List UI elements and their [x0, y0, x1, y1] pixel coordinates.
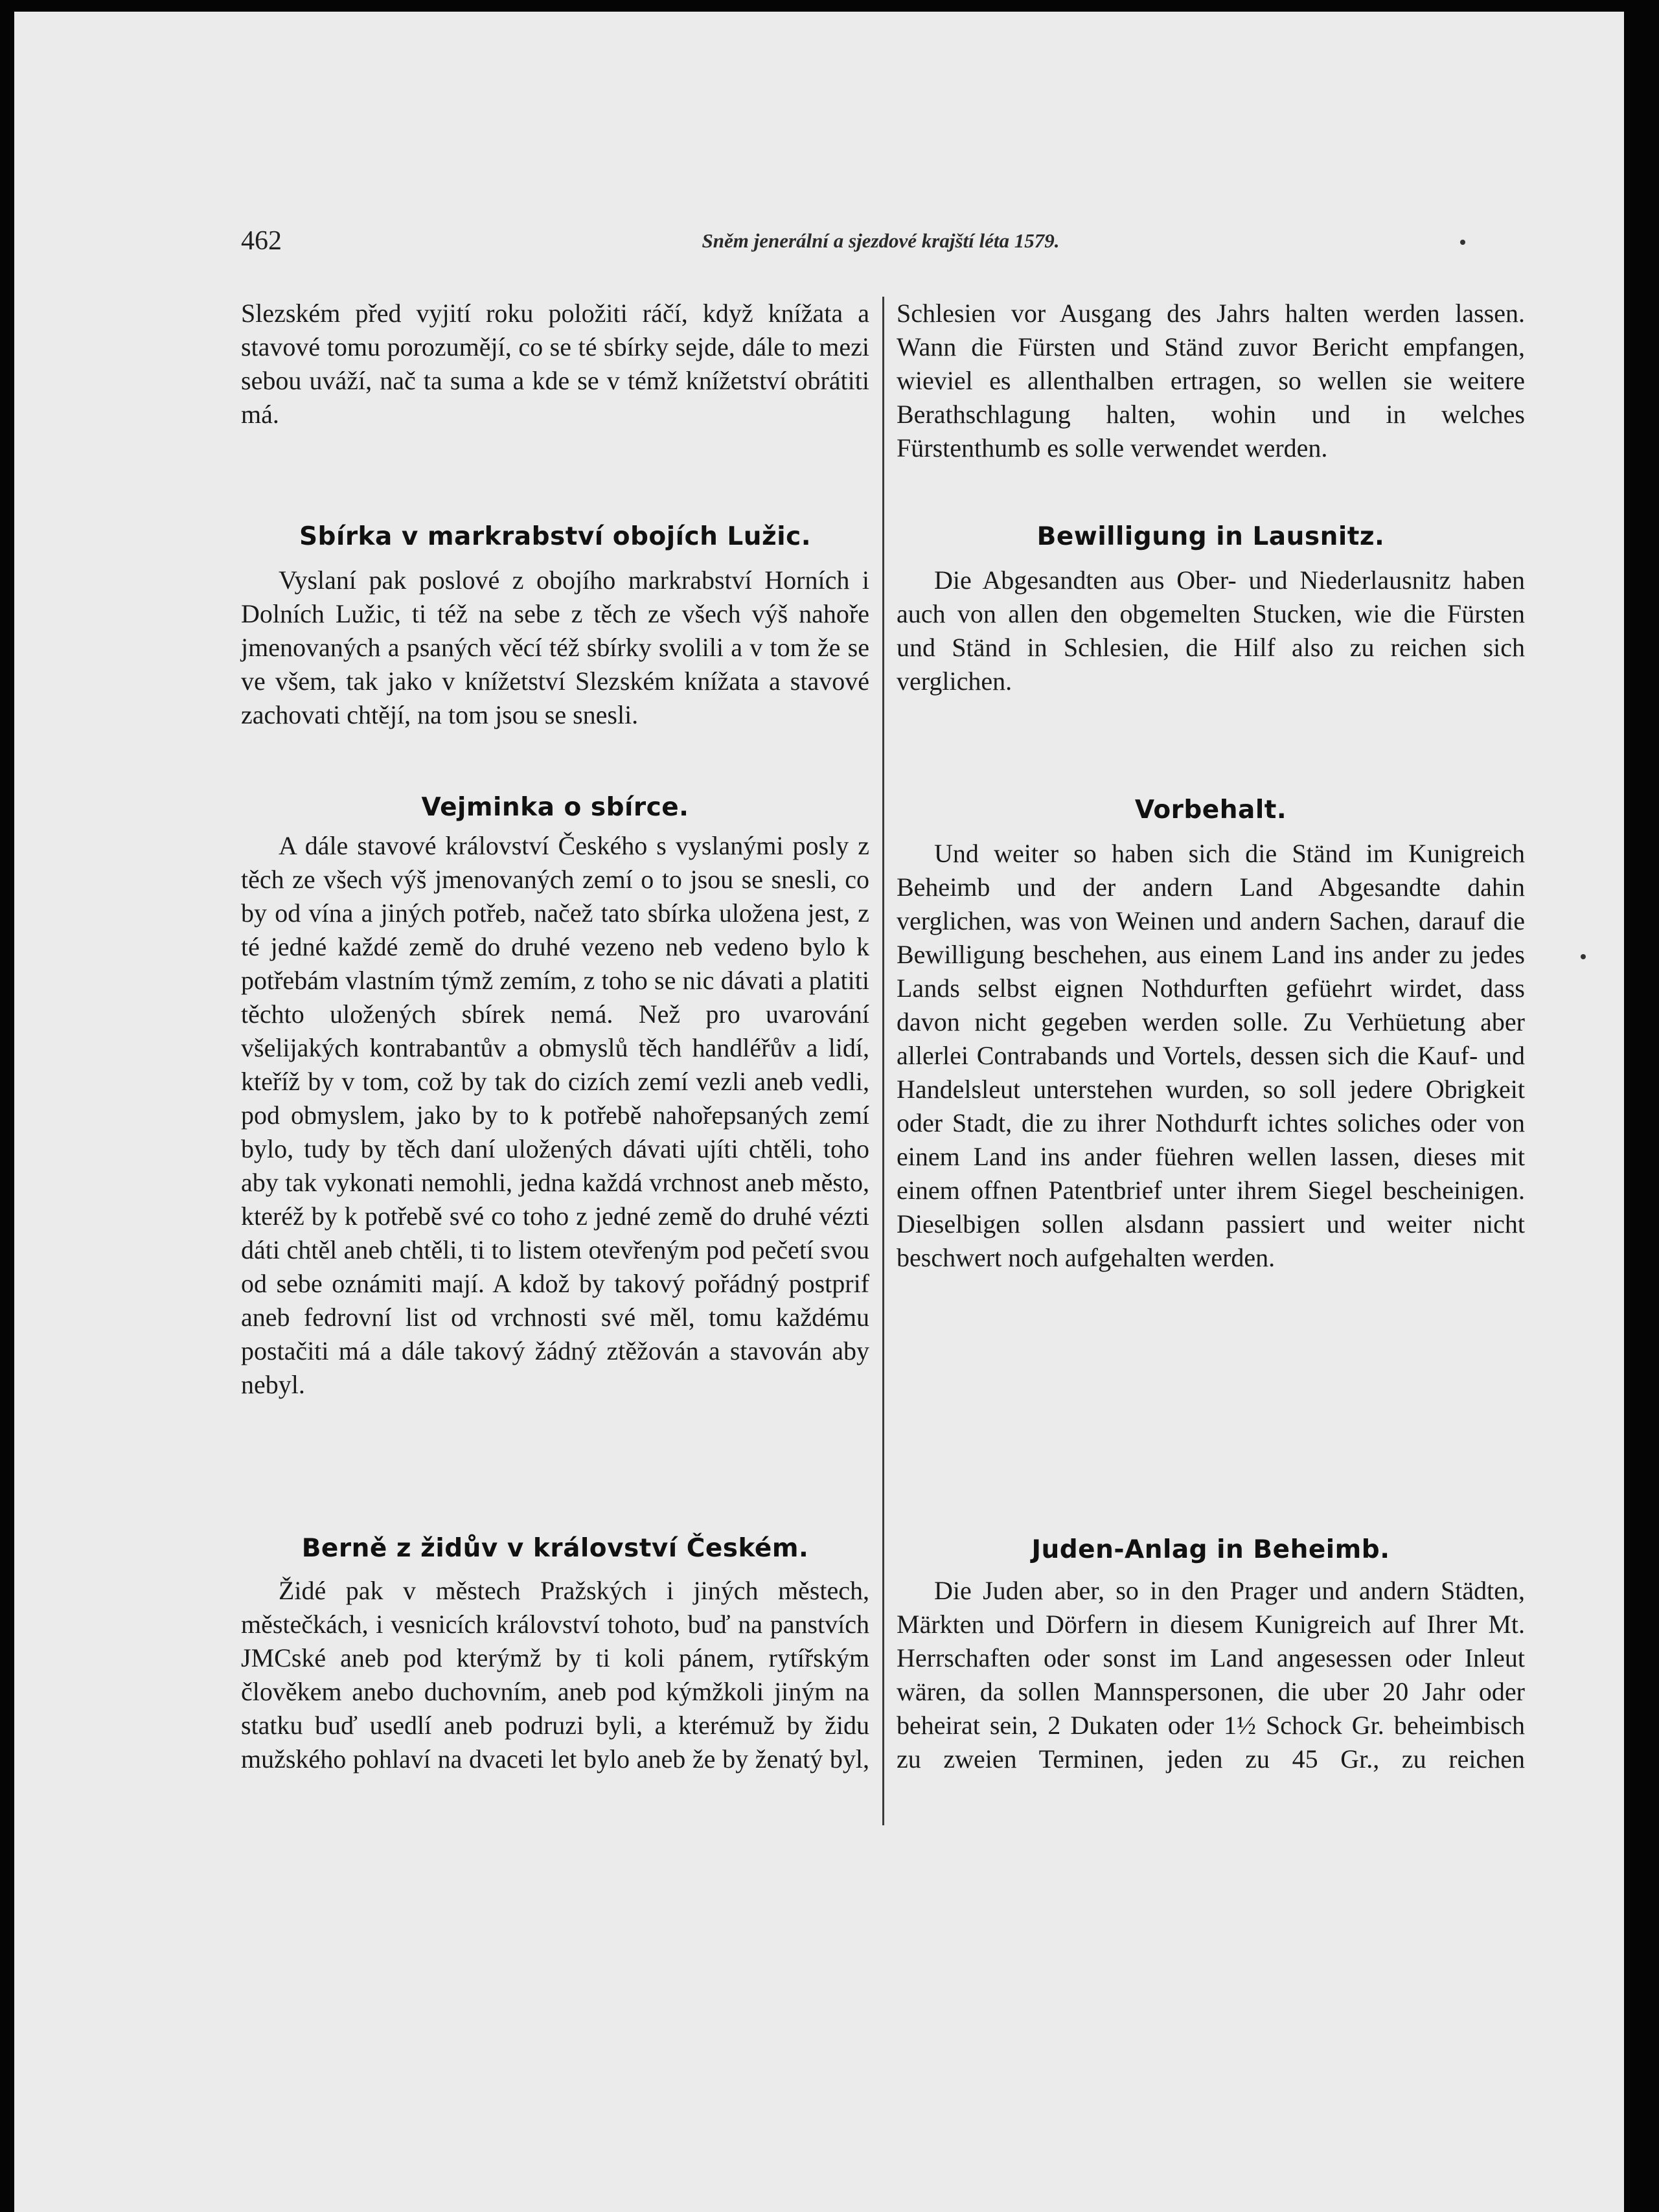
heading-exception-cz: Vejminka o sbírce. [421, 793, 689, 822]
czech-column [241, 297, 869, 1832]
heading-lusatia-cz: Sbírka v markrabství obojích Lužic. [299, 522, 812, 551]
paragraph-reservation-de: Und weiter so haben sich die Ständ im Kunigreich Beheimb und der andern Land Abgesandte dahin verglichen, was von Weinen und andern Sachen, darauf die Bewilligung beschehen, aus einem Land ins ander zu jedes Lands selbst eignen Nothdurften gefüehrt wirdet, dass davon nicht gegeben werden solle. Zu Verhüetung aber allerlei Contrabands und Vortels, dessen sich die Kauf- und Handelsleut unterstehen wurden, so soll jedere Obrigkeit oder Stadt, die zu ihrer Nothdurft ichtes soliches oder von einem Land ins ander füehren wellen lassen, dieses mit einem offnen Patentbrief unter ihrem Siegel bescheinigen. Dieselbigen sollen alsdann passiert und weiter nicht beschwert noch aufgehalten werden. [897, 839, 1525, 1272]
paragraph-lusatia-cz: Vyslaní pak poslové z obojího markrabství Horních i Dolních Lužic, ti též na sebe z těch ze všech výš nahoře jmenovaných a psaných věcí též sbírky svolili a v tom že se ve všem, tak jako v knížetství Slezském knížata a stavové zachovati chtějí, na tom jsou se snesli. [241, 565, 869, 729]
paragraph-lusatia-de: Die Abgesandten aus Ober- und Niederlausnitz haben auch von allen den obgemelten Stucken, wie die Fürsten und Ständ in Schlesien, die Hilf also zu reichen sich verglichen. [897, 565, 1525, 696]
heading-jews-de: Juden-Anlag in Beheimb. [1031, 1535, 1390, 1564]
heading-lusatia-de: Bewilligung in Lausnitz. [1036, 522, 1385, 551]
heading-jews-cz: Berně z židův v království Českém. [301, 1534, 809, 1563]
paragraph-intro-cz: Slezském před vyjití roku položiti ráčí, když knížata a stavové tomu porozumějí, co se té sbírky sejde, dále to mezi sebou uváží, nač ta suma a kde se v témž knížetství obrátiti má. [241, 299, 869, 429]
german-column [897, 297, 1525, 1832]
paragraph-jews-cz: Židé pak v městech Pražských i jiných městech, městečkách, i vesnicích království tohoto, buď na panstvích JMCské aneb pod kterýmž by ti koli pánem, rytířským člověkem anebo duchovním, aneb pod kýmžkoli jiným na statku buď usedlí aneb podruzi byli, a kterémuž by židu mužského pohlaví na dvaceti let bylo aneb že by ženatý byl, [241, 1576, 869, 1773]
ink-speck [1460, 240, 1465, 245]
paragraph-exception-cz: A dále stavové království Českého s vyslanými posly z těch ze všech výš jmenovaných zemí o to jsou se snesli, co by od vína a jiných potřeb, načež tato sbírka uložena jest, z té jedné každé země do druhé vezeno neb vedeno bylo k potřebám vlastním týmž zemím, z toho se nic dávati a platiti těchto uložených sbírek nemá. Než pro uvarování všelijakých kontrabantův a obmyslů těch handléřův a lidí, kteříž by v tom, což by tak do cizích zemí vezli aneb vedli, pod obmyslem, jako by to k potřebě nahořepsaných zemí bylo, tudy by těch daní uložených dávati ujíti chtěli, toho aby tak vykonati nemohli, jedna každá vrchnost aneb město, kteréž by k potřebě své co toho z jedné země do druhé vézti dáti chtěl aneb chtěli, ti to listem otevřeným pod pečetí svou od sebe oznámiti mají. A kdož by takový pořádný postprif aneb fedrovní list od vrchnosti své měl, tomu každému postačiti má a dále takový žádný ztěžován a stavován aby nebyl. [241, 831, 869, 1399]
heading-reservation-de: Vorbehalt. [1134, 795, 1287, 825]
running-header [241, 225, 1520, 264]
running-title: Sněm jenerální a sjezdové krajští léta 1579. [702, 229, 1060, 252]
paragraph-jews-de: Die Juden aber, so in den Prager und andern Städten, Märkten und Dörfern in diesem Kunigreich auf Ihrer Mt. Herrschaften oder sonst im Land angesessen oder Inleut wären, da sollen Mannspersonen, die uber 20 Jahr oder beheirat sein, 2 Dukaten oder 1½ Schock Gr. beheimbisch zu zweien Terminen, jeden zu 45 Gr., zu reichen [897, 1576, 1525, 1773]
book-page [14, 12, 1624, 2212]
column-divider [882, 297, 884, 1825]
page-number: 462 [241, 226, 282, 256]
paragraph-intro-de: Schlesien vor Ausgang des Jahrs halten werden lassen. Wann die Fürsten und Ständ zuvor Bericht empfangen, wieviel es allenthalben ertragen, so wellen sie weitere Berathschlagung halten, wohin und in welches Fürstenthumb es solle verwendet werden. [897, 299, 1525, 462]
ink-speck [1581, 954, 1586, 959]
